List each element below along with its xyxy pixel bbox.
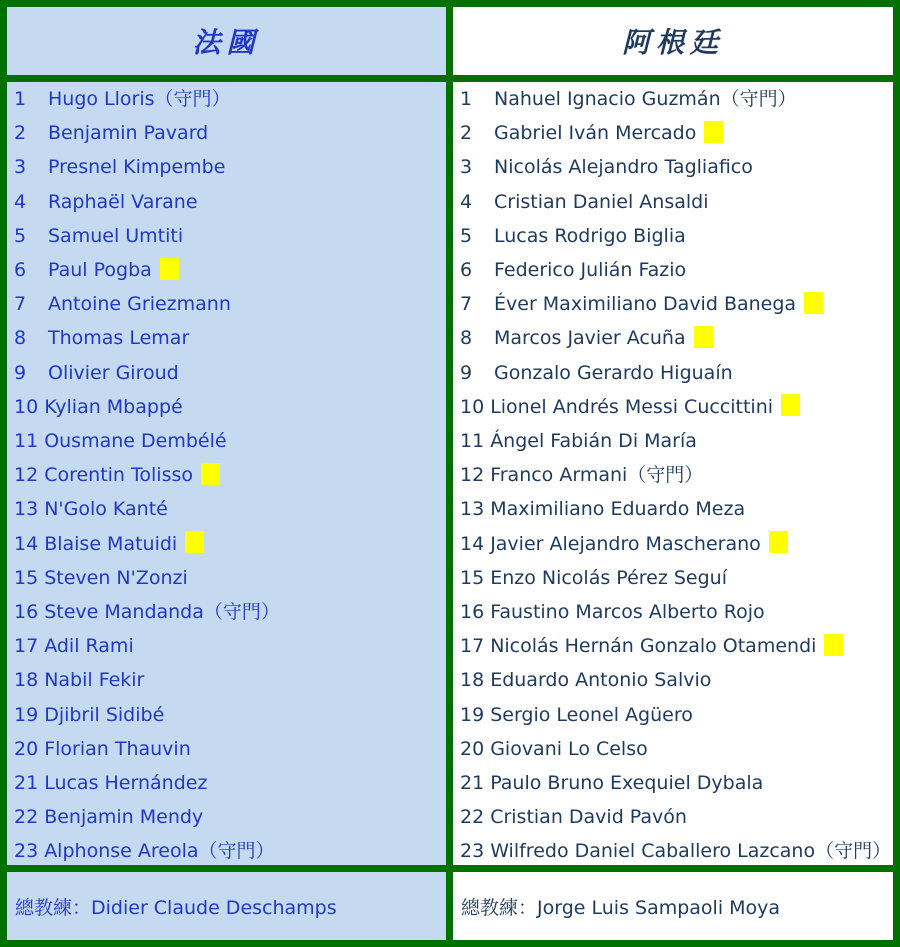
- player-number: 23: [14, 840, 39, 863]
- player-number: 16: [14, 601, 39, 623]
- argentina-player-row: [460, 253, 686, 287]
- player-number: 18: [460, 669, 485, 692]
- player-name: Lionel Andrés Messi Cuccittini: [490, 395, 774, 418]
- player-name: Steven N'Zonzi: [44, 566, 188, 589]
- player-name: Presnel Kimpembe: [48, 156, 226, 179]
- player-number: 18: [14, 669, 39, 692]
- argentina-player-row: [460, 492, 745, 526]
- argentina-player-row: [460, 287, 823, 321]
- france-player-row: [14, 698, 164, 732]
- player-number: 16: [460, 601, 485, 623]
- player-number: 12: [460, 464, 485, 487]
- france-player-row: [14, 561, 188, 595]
- player-name: Enzo Nicolás Pérez Seguí: [490, 566, 727, 589]
- france-player-row: [14, 766, 207, 800]
- player-number: 21: [14, 772, 39, 794]
- argentina-player-row: [460, 595, 765, 629]
- argentina-player-row: [460, 732, 648, 766]
- player-number: 22: [460, 806, 485, 829]
- player-name: Steve Mandanda（守門）: [44, 601, 280, 623]
- france-team-name: 法國: [192, 26, 261, 59]
- player-name: Sergio Leonel Agüero: [490, 703, 693, 726]
- player-name: Lucas Rodrigo Biglia: [494, 224, 686, 247]
- player-name: Paul Pogba: [48, 259, 152, 281]
- player-number: 3: [14, 156, 27, 179]
- player-name: Corentin Tolisso: [44, 464, 193, 487]
- argentina-player-row: [460, 766, 763, 800]
- argentina-player-row: [460, 150, 753, 184]
- player-number: 15: [460, 566, 485, 589]
- player-name: Raphaël Varane: [48, 190, 198, 213]
- player-name: Benjamin Pavard: [48, 122, 209, 145]
- france-player-row: [14, 629, 134, 663]
- player-number: 4: [460, 190, 473, 213]
- player-number: 5: [14, 224, 27, 247]
- player-name: Cristian Daniel Ansaldi: [494, 190, 709, 213]
- player-number: 6: [14, 259, 27, 281]
- player-name: Samuel Umtiti: [48, 224, 184, 247]
- france-player-row: [14, 82, 231, 116]
- argentina-player-row: [460, 185, 709, 219]
- argentina-header: [453, 7, 893, 75]
- player-number: 8: [14, 327, 27, 350]
- france-player-row: [14, 185, 198, 219]
- france-player-row: [14, 492, 168, 526]
- player-number: 19: [460, 703, 485, 726]
- yellow-card-icon: [824, 634, 843, 656]
- player-number: 22: [14, 806, 39, 829]
- france-player-row: [14, 116, 208, 150]
- player-number: 17: [14, 635, 39, 658]
- argentina-player-row: [460, 561, 727, 595]
- player-number: 20: [14, 737, 39, 760]
- player-name: Nicolás Hernán Gonzalo Otamendi: [490, 635, 817, 658]
- argentina-player-row: [460, 800, 687, 834]
- player-number: 7: [460, 293, 473, 316]
- yellow-card-icon: [804, 292, 823, 314]
- argentina-player-row: [460, 390, 800, 424]
- player-name: Antoine Griezmann: [48, 293, 231, 316]
- player-name: Maximiliano Eduardo Meza: [490, 498, 746, 521]
- france-player-row: [14, 800, 203, 834]
- player-number: 14: [14, 532, 39, 555]
- player-number: 1: [460, 88, 473, 110]
- france-player-row: [14, 424, 227, 458]
- france-player-row: [14, 253, 179, 287]
- player-number: 19: [14, 703, 39, 726]
- player-number: 7: [14, 293, 27, 316]
- player-name: Nabil Fekir: [44, 669, 145, 692]
- yellow-card-icon: [185, 531, 204, 553]
- yellow-card-icon: [704, 121, 723, 143]
- player-name: Adil Rami: [44, 635, 134, 658]
- player-number: 9: [14, 361, 27, 384]
- player-name: Ousmane Dembélé: [44, 430, 227, 452]
- argentina-player-row: [460, 321, 713, 355]
- argentina-player-row: [460, 527, 788, 561]
- player-number: 10: [460, 395, 485, 418]
- yellow-card-icon: [160, 258, 179, 280]
- player-number: 2: [460, 122, 473, 145]
- player-number: 4: [14, 190, 27, 213]
- france-header: [7, 7, 446, 75]
- france-player-row: [14, 732, 191, 766]
- player-name: Alphonse Areola（守門）: [44, 840, 275, 863]
- player-name: Cristian David Pavón: [490, 806, 687, 829]
- player-number: 12: [14, 464, 39, 487]
- argentina-player-row: [460, 663, 711, 697]
- player-name: Hugo Lloris（守門）: [48, 88, 231, 110]
- player-name: Franco Armani（守門）: [490, 464, 704, 487]
- argentina-player-row: [460, 356, 733, 390]
- france-player-row: [14, 458, 220, 492]
- argentina-coach-text: 總教練：Jorge Luis Sampaoli Moya: [461, 896, 781, 919]
- france-player-row: [14, 150, 225, 184]
- argentina-player-list: [453, 82, 893, 865]
- argentina-player-row: [460, 116, 723, 150]
- player-number: 2: [14, 122, 27, 145]
- player-name: Gabriel Iván Mercado: [494, 122, 697, 145]
- player-name: Nicolás Alejandro Tagliafico: [494, 156, 753, 179]
- player-number: 11: [14, 430, 39, 452]
- yellow-card-icon: [201, 463, 220, 485]
- player-name: Ángel Fabián Di María: [490, 430, 697, 452]
- player-number: 11: [460, 430, 485, 452]
- player-name: Eduardo Antonio Salvio: [490, 669, 712, 692]
- argentina-player-row: [460, 698, 693, 732]
- yellow-card-icon: [781, 394, 800, 416]
- player-name: Blaise Matuidi: [44, 532, 178, 555]
- player-name: Gonzalo Gerardo Higuaín: [494, 361, 733, 384]
- argentina-player-row: [460, 424, 697, 458]
- player-number: 20: [460, 737, 485, 760]
- player-name: Lucas Hernández: [44, 772, 208, 794]
- player-number: 21: [460, 772, 485, 794]
- france-coach-text: 總教練：Didier Claude Deschamps: [15, 896, 337, 919]
- argentina-player-row: [460, 834, 891, 865]
- player-name: Olivier Giroud: [48, 361, 179, 384]
- france-player-row: [14, 287, 231, 321]
- player-name: Wilfredo Daniel Caballero Lazcano（守門）: [490, 840, 892, 863]
- player-number: 13: [460, 498, 485, 521]
- player-number: 6: [460, 259, 473, 281]
- argentina-team-name: 阿根廷: [621, 26, 724, 59]
- player-name: Federico Julián Fazio: [494, 259, 687, 281]
- france-player-row: [14, 527, 204, 561]
- player-number: 13: [14, 498, 39, 521]
- player-number: 3: [460, 156, 473, 179]
- argentina-player-row: [460, 219, 686, 253]
- player-name: N'Golo Kanté: [44, 498, 168, 521]
- player-number: 9: [460, 361, 473, 384]
- yellow-card-icon: [769, 531, 788, 553]
- france-player-row: [14, 356, 179, 390]
- argentina-player-row: [460, 629, 843, 663]
- player-name: Faustino Marcos Alberto Rojo: [490, 601, 765, 623]
- player-number: 14: [460, 532, 485, 555]
- player-name: Éver Maximiliano David Banega: [494, 293, 797, 316]
- player-name: Javier Alejandro Mascherano: [490, 532, 761, 555]
- player-name: Benjamin Mendy: [44, 806, 204, 829]
- france-player-row: [14, 390, 183, 424]
- player-name: Florian Thauvin: [44, 737, 191, 760]
- player-name: Marcos Javier Acuña: [494, 327, 686, 350]
- france-coach: [7, 872, 446, 940]
- player-number: 17: [460, 635, 485, 658]
- player-number: 10: [14, 395, 39, 418]
- yellow-card-icon: [694, 326, 713, 348]
- france-player-row: [14, 321, 189, 355]
- france-player-row: [14, 834, 275, 865]
- player-name: Thomas Lemar: [48, 327, 190, 350]
- france-player-row: [14, 595, 280, 629]
- player-name: Kylian Mbappé: [44, 395, 183, 418]
- player-number: 1: [14, 88, 27, 110]
- france-player-row: [14, 219, 183, 253]
- player-number: 23: [460, 840, 485, 863]
- france-player-list: [7, 82, 446, 865]
- argentina-coach: [453, 872, 893, 940]
- player-number: 5: [460, 224, 473, 247]
- argentina-player-row: [460, 458, 703, 492]
- player-number: 15: [14, 566, 39, 589]
- player-number: 8: [460, 327, 473, 350]
- france-player-row: [14, 663, 144, 697]
- player-name: Nahuel Ignacio Guzmán（守門）: [494, 88, 797, 110]
- argentina-player-row: [460, 82, 797, 116]
- player-name: Paulo Bruno Exequiel Dybala: [490, 772, 764, 794]
- player-name: Djibril Sidibé: [44, 703, 165, 726]
- player-name: Giovani Lo Celso: [490, 737, 648, 760]
